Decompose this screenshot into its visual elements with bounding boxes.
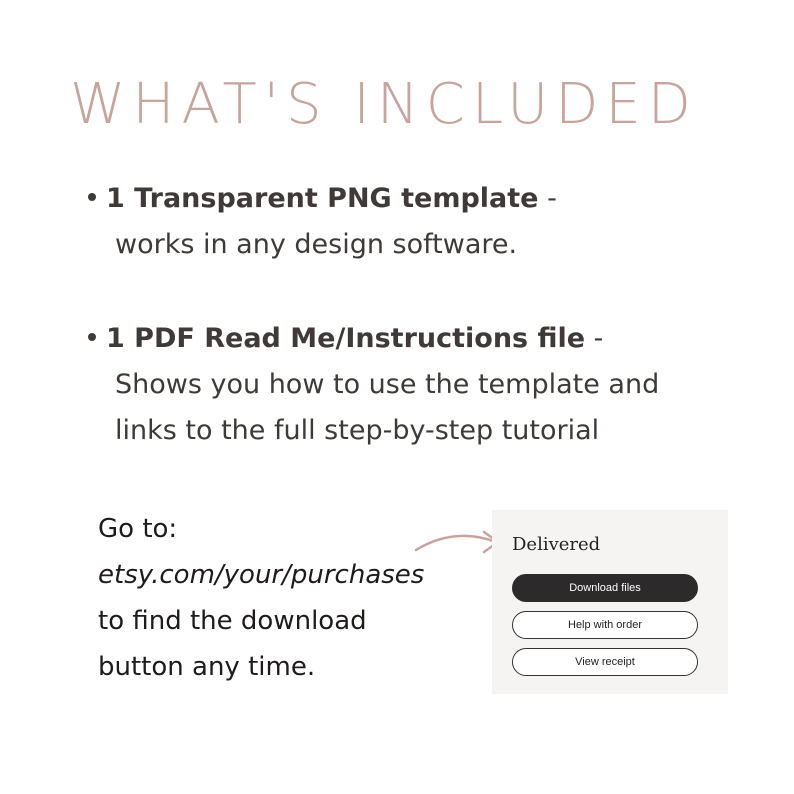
item-description-line-1: Shows you how to use the template and: [115, 369, 660, 400]
bullet-dot: [88, 193, 96, 201]
help-with-order-button[interactable]: Help with order: [512, 611, 698, 639]
order-card: [492, 510, 728, 694]
curved-arrow-icon: [412, 526, 504, 560]
item-description-line-2: links to the full step-by-step tutorial: [115, 415, 600, 446]
item-title: 1 PDF Read Me/Instructions file: [106, 323, 586, 354]
goto-label: Go to:: [98, 514, 178, 544]
purchase-instructions: [98, 506, 424, 690]
page-title: WHAT'S INCLUDED: [70, 72, 698, 137]
purchases-url: etsy.com/your/purchases: [98, 560, 425, 590]
view-receipt-button[interactable]: View receipt: [512, 648, 698, 676]
bullet-dot: [88, 333, 96, 341]
included-item-pdf: [88, 316, 708, 454]
goto-text-1: to find the download: [98, 606, 367, 636]
download-files-button[interactable]: Download files: [512, 574, 698, 602]
item-title: 1 Transparent PNG template: [106, 183, 539, 214]
item-dash: -: [538, 183, 557, 214]
item-description: works in any design software.: [115, 229, 518, 260]
included-item-png: [88, 176, 708, 268]
order-status: Delivered: [512, 534, 601, 555]
item-dash: -: [585, 323, 604, 354]
goto-text-2: button any time.: [98, 652, 316, 682]
